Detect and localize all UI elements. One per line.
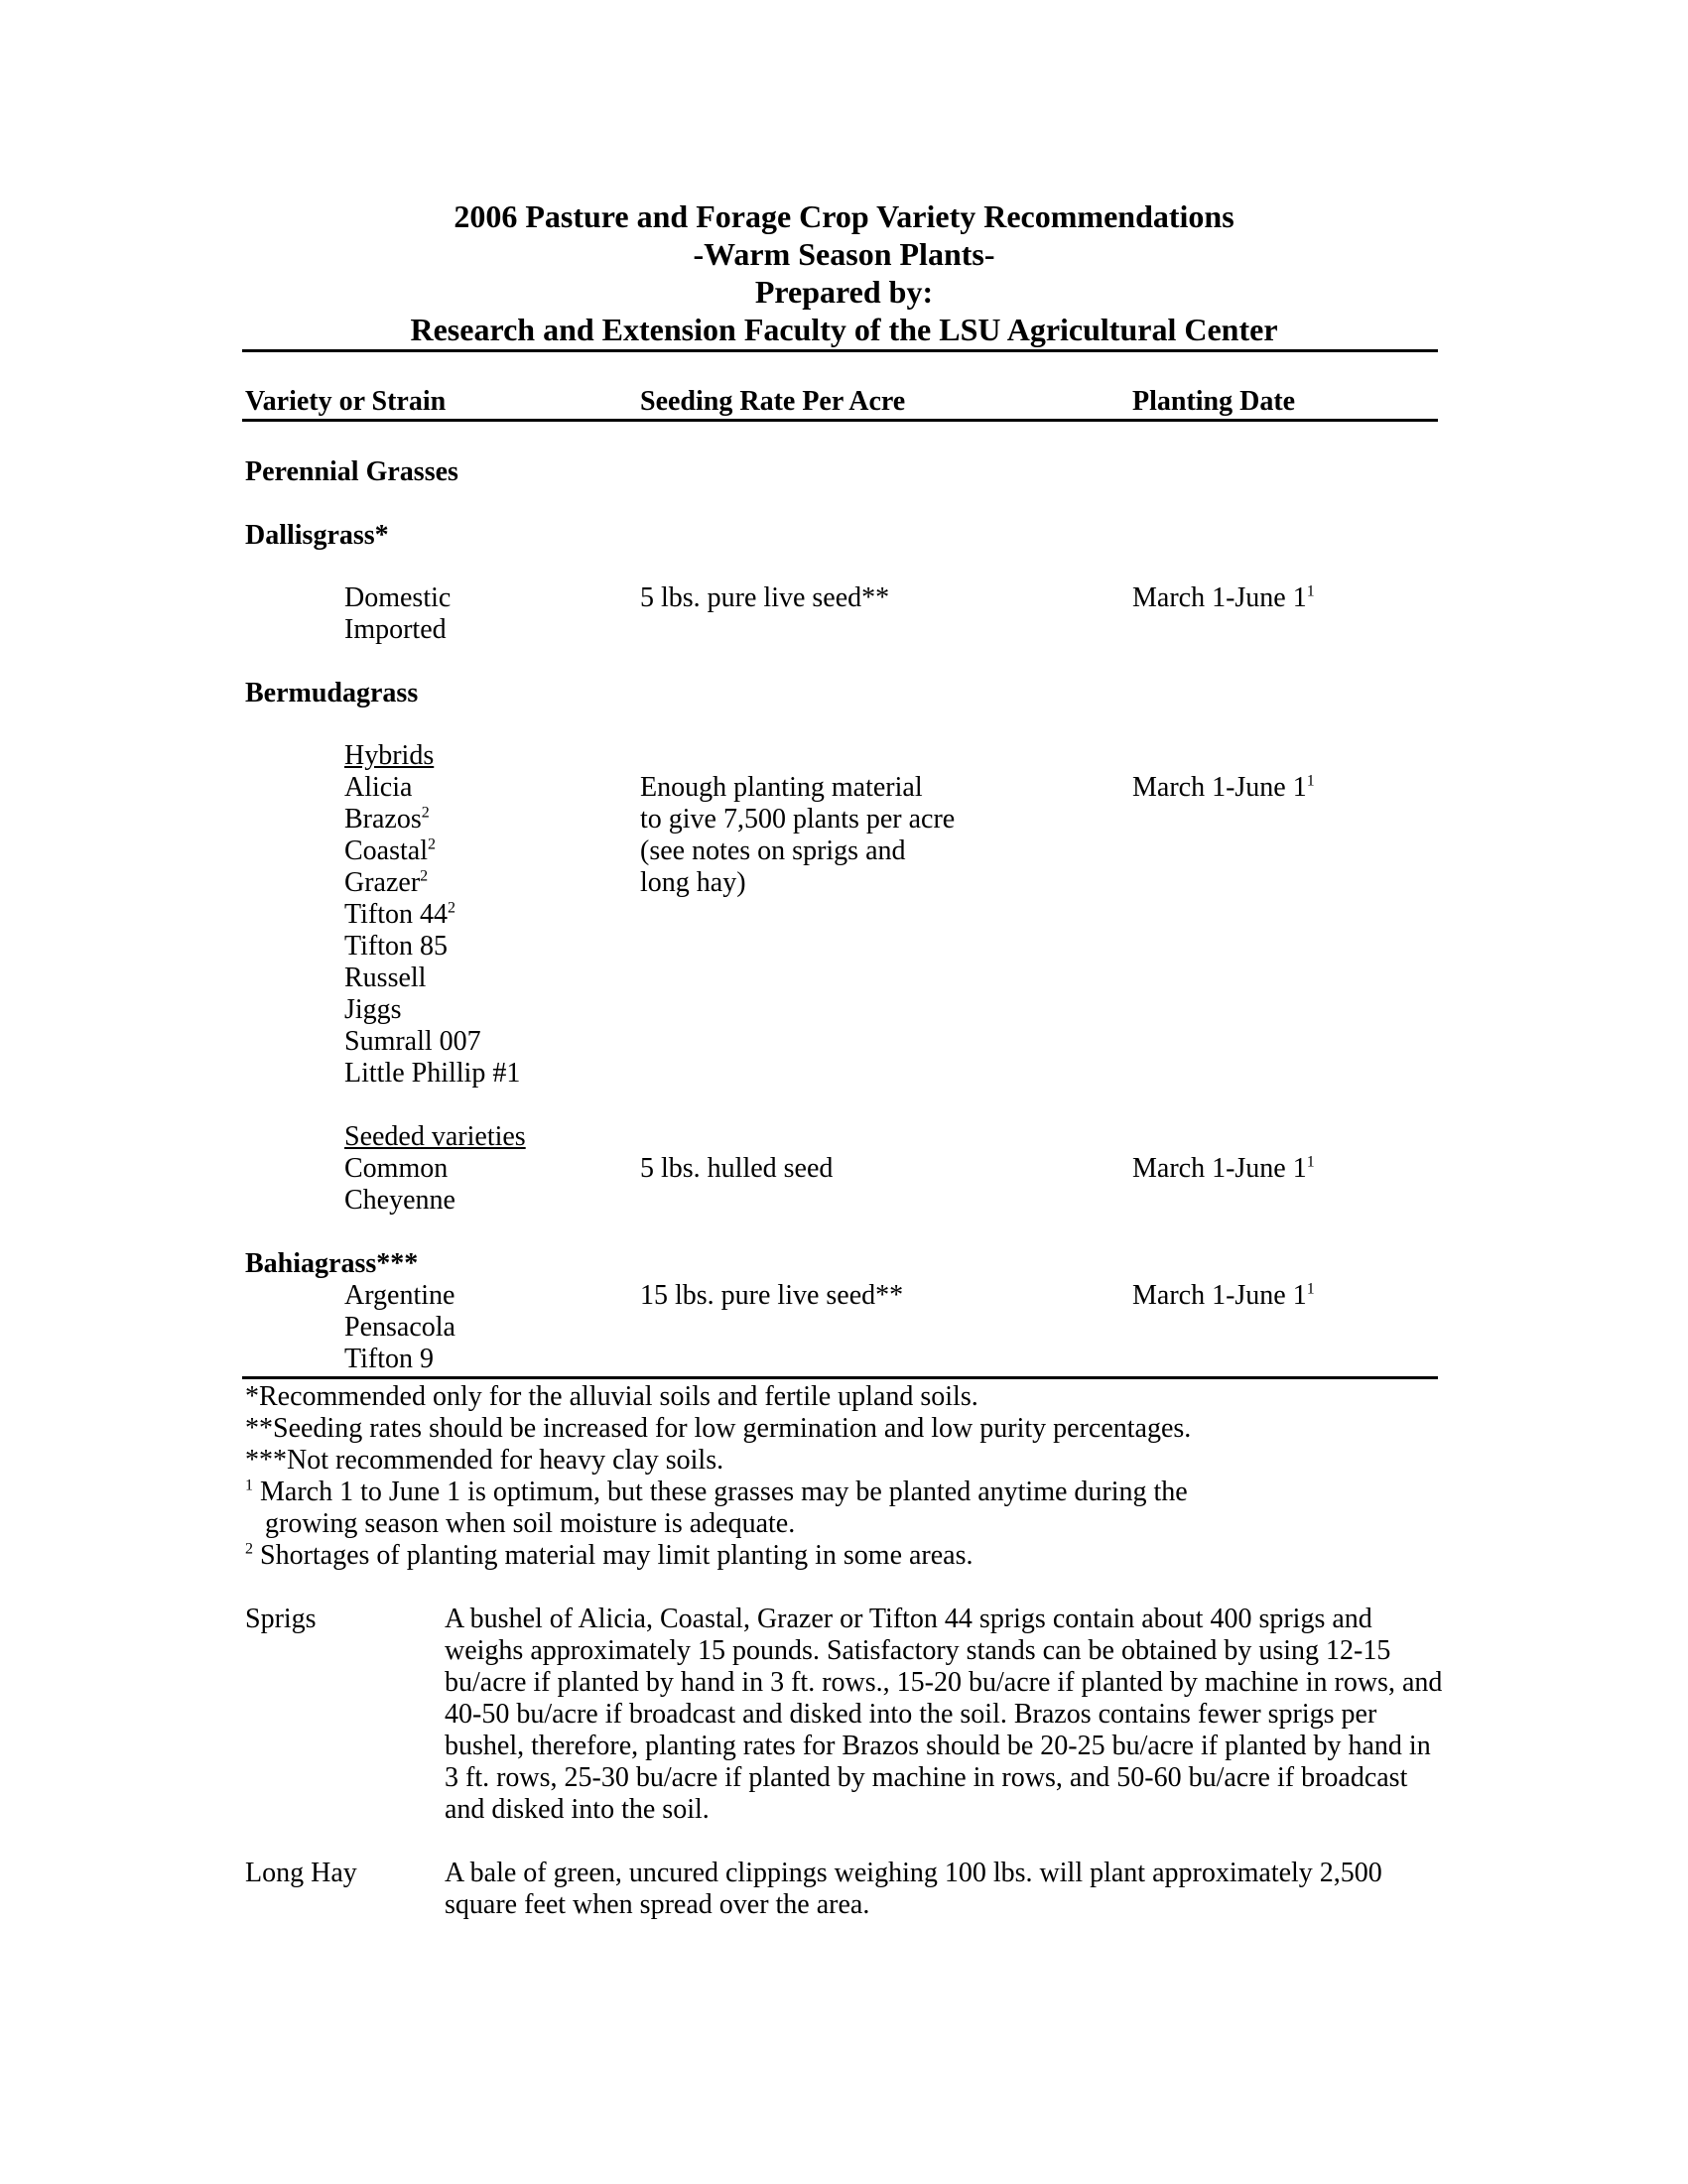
- hybrid-variety: Grazer$^2$: [344, 867, 429, 898]
- footnote-5: $^2$ Shortages of planting material may limit planting in some areas.: [245, 1540, 974, 1571]
- long-hay-text: A bale of green, uncured clippings weighing 100 lbs. will plant approximately 2,500 square feet when spread over the area.: [445, 1858, 1382, 1920]
- footnote-2: **Seeding rates should be increased for low germination and low purity percentages.: [245, 1413, 1192, 1444]
- section-heading: Perennial Grasses: [245, 456, 458, 487]
- variety-tifton-9: Tifton 9: [344, 1344, 435, 1374]
- hybrid-variety: Russell: [344, 963, 427, 993]
- variety-pensacola: Pensacola: [344, 1312, 455, 1343]
- bermudagrass-heading: Bermudagrass: [245, 678, 419, 708]
- bahiagrass-date: March 1-June $1^1$: [1132, 1280, 1315, 1311]
- column-header-planting-date: Planting Date: [1132, 386, 1296, 417]
- title-line-4: Research and Extension Faculty of the LSU Agricultural Center: [410, 312, 1278, 347]
- bahiagrass-heading: Bahiagrass***: [245, 1248, 419, 1279]
- hybrid-variety: Sumrall 007: [344, 1026, 481, 1057]
- variety-cheyenne: Cheyenne: [344, 1185, 455, 1216]
- column-header-rule: [242, 419, 1438, 422]
- hybrid-variety: Jiggs: [344, 994, 402, 1025]
- hybrid-variety: Tifton 85: [344, 931, 449, 962]
- hybrids-rate-line: Enough planting material: [640, 772, 923, 803]
- footnote-3: ***Not recommended for heavy clay soils.: [245, 1445, 724, 1476]
- seeded-rate: 5 lbs. hulled seed: [640, 1153, 834, 1184]
- title-line-2: -Warm Season Plants-: [693, 236, 995, 272]
- dallisgrass-rate: 5 lbs. pure live seed**: [640, 582, 890, 613]
- sprigs-text: A bushel of Alicia, Coastal, Grazer or Tifton 44 sprigs contain about 400 sprigs and weighs approximately 15 pounds. Satisfactory stands can be obtained by using 12-15 bu/acre if planted by hand in 3 ft. rows., 15-20 bu/acre if planted by machine in rows, and 40-50 bu/acre if broadcast and disked into the soil. Brazos contains fewer sprigs per bushel, therefore, planting rates for Brazos should be 20-25 bu/acre if planted by hand in 3 ft. rows, 25-30 bu/acre if planted by machine in rows, and 50-60 bu/acre if broadcast and disked into the soil.: [445, 1604, 1443, 1825]
- hybrid-variety: Coastal$^2$: [344, 835, 436, 866]
- long-hay-label: Long Hay: [245, 1858, 357, 1888]
- hybrid-variety: Alicia: [344, 772, 413, 803]
- hybrid-variety: Brazos$^2$: [344, 804, 430, 835]
- variety-domestic: Domestic: [344, 582, 452, 613]
- footnote-4: $^1$ March 1 to June 1 is optimum, but these grasses may be planted anytime during the: [245, 1477, 1188, 1507]
- hybrids-rate-line: to give 7,500 plants per acre: [640, 804, 956, 835]
- hybrids-label: Hybrids: [344, 740, 435, 771]
- dallisgrass-date: March 1-June $1^1$: [1132, 582, 1315, 613]
- variety-imported: Imported: [344, 614, 447, 645]
- title-line-1: 2006 Pasture and Forage Crop Variety Recommendations: [454, 198, 1234, 234]
- sprigs-label: Sprigs: [245, 1604, 317, 1634]
- column-header-seeding-rate: Seeding Rate Per Acre: [640, 386, 906, 417]
- variety-common: Common: [344, 1153, 449, 1184]
- hybrid-variety: Little Phillip #1: [344, 1058, 521, 1089]
- hybrids-rate-line: long hay): [640, 867, 746, 898]
- header-rule: [242, 349, 1438, 352]
- seeded-varieties-label: Seeded varieties: [344, 1121, 526, 1152]
- footnote-4-continued: growing season when soil moisture is adequate.: [265, 1508, 796, 1539]
- footnote-1: *Recommended only for the alluvial soils and fertile upland soils.: [245, 1381, 978, 1412]
- hybrid-variety: Tifton $44^2$: [344, 899, 456, 930]
- variety-argentine: Argentine: [344, 1280, 455, 1311]
- hybrids-rate-line: (see notes on sprigs and: [640, 835, 906, 866]
- dallisgrass-heading: Dallisgrass*: [245, 520, 389, 551]
- seeded-date: March 1-June $1^1$: [1132, 1153, 1315, 1184]
- table-bottom-rule: [242, 1376, 1438, 1379]
- title-line-3: Prepared by:: [754, 274, 934, 310]
- bahiagrass-rate: 15 lbs. pure live seed**: [640, 1280, 904, 1311]
- column-header-variety: Variety or Strain: [245, 386, 447, 417]
- hybrids-date: March 1-June $1^1$: [1132, 772, 1315, 803]
